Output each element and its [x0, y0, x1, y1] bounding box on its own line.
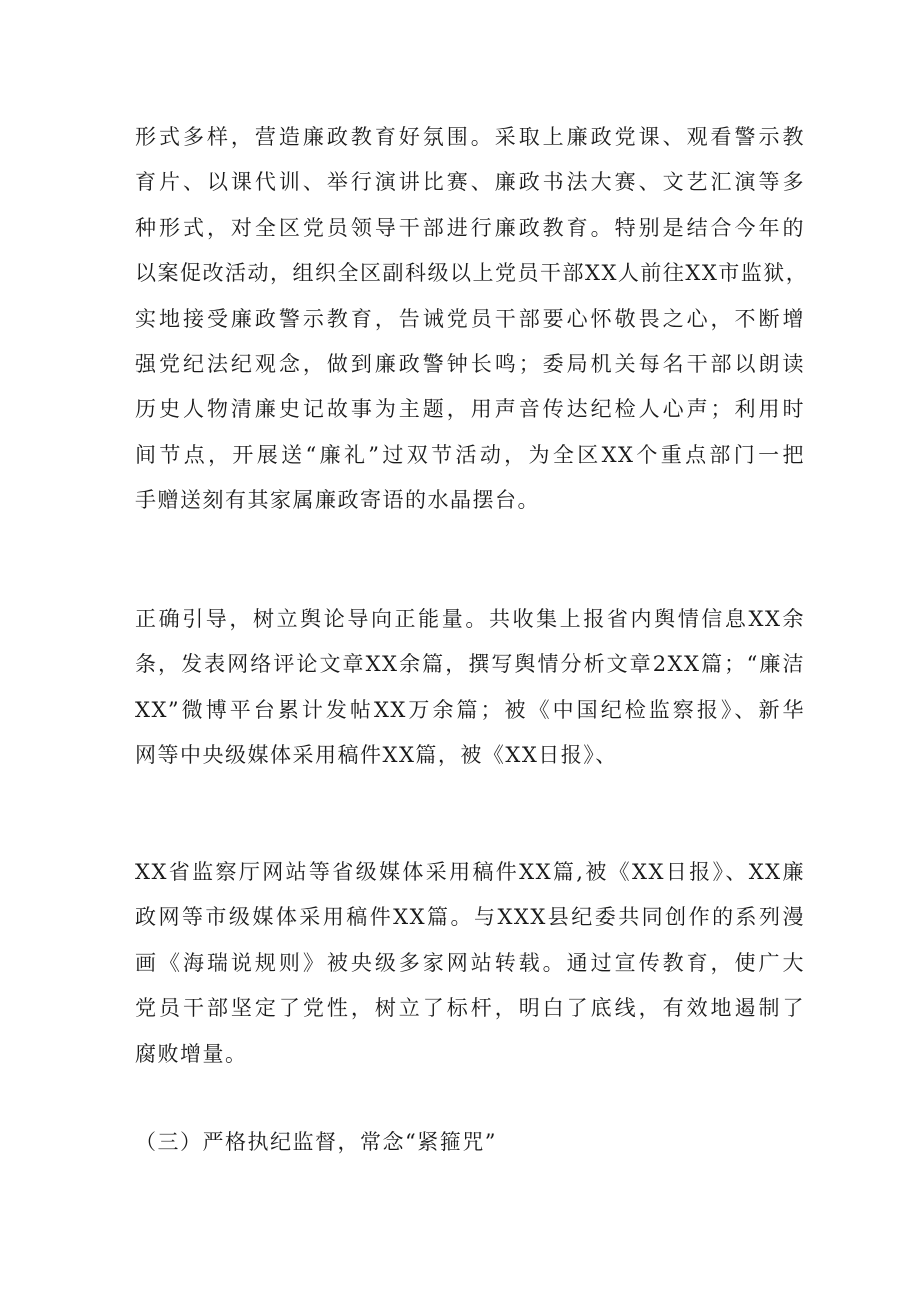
text-line: 育片、以课代训、举行演讲比赛、廉政书法大赛、文艺汇演等多: [135, 170, 805, 195]
section-heading: （三）严格执纪监督，常念“紧箍咒”: [135, 1130, 497, 1154]
paragraph-media-coverage: [135, 850, 805, 1077]
text-line: 强党纪法纪观念，做到廉政警钟长鸣；委局机关每名干部以朗读: [135, 351, 805, 376]
text-line: 腐败增量。: [135, 1041, 248, 1066]
text-line: 手赠送刻有其家属廉政寄语的水晶摆台。: [135, 488, 540, 513]
text-line: XX”微博平台累计发帖XX万余篇；被《中国纪检监察报》、新华: [135, 697, 805, 722]
text-line: 形式多样，营造廉政教育好氛围。采取上廉政党课、观看警示教: [135, 125, 805, 149]
text-line: XX省监察厅网站等省级媒体采用稿件XX篇,被《XX日报》、XX廉: [135, 860, 805, 884]
text-line: 间节点，开展送“廉礼”过双节活动，为全区XX个重点部门一把: [135, 442, 805, 467]
text-line: 画《海瑞说规则》被央级多家网站转载。通过宣传教育，使广大: [135, 950, 805, 975]
text-line: 正确引导，树立舆论导向正能量。共收集上报省内舆情信息XX余: [135, 607, 805, 631]
text-line: 种形式，对全区党员领导干部进行廉政教育。特别是结合今年的: [135, 215, 805, 240]
paragraph-public-opinion: [135, 597, 805, 779]
text-line: 党员干部坚定了党性，树立了标杆，明白了底线，有效地遏制了: [135, 996, 805, 1021]
text-line: 以案促改活动，组织全区副科级以上党员干部XX人前往XX市监狱，: [135, 261, 809, 286]
text-line: 网等中央级媒体采用稿件XX篇，被《XX日报》、: [135, 743, 618, 768]
text-line: 条，发表网络评论文章XX余篇，撰写舆情分析文章2XX篇；“廉洁: [135, 652, 805, 677]
text-line: 实地接受廉政警示教育，告诫党员干部要心怀敬畏之心，不断增: [135, 306, 805, 331]
text-line: 历史人物清廉史记故事为主题，用声音传达纪检人心声；利用时: [135, 397, 805, 422]
text-line: 政网等市级媒体采用稿件XX篇。与XXX县纪委共同创作的系列漫: [135, 905, 805, 930]
paragraph-education-forms: [135, 115, 809, 524]
